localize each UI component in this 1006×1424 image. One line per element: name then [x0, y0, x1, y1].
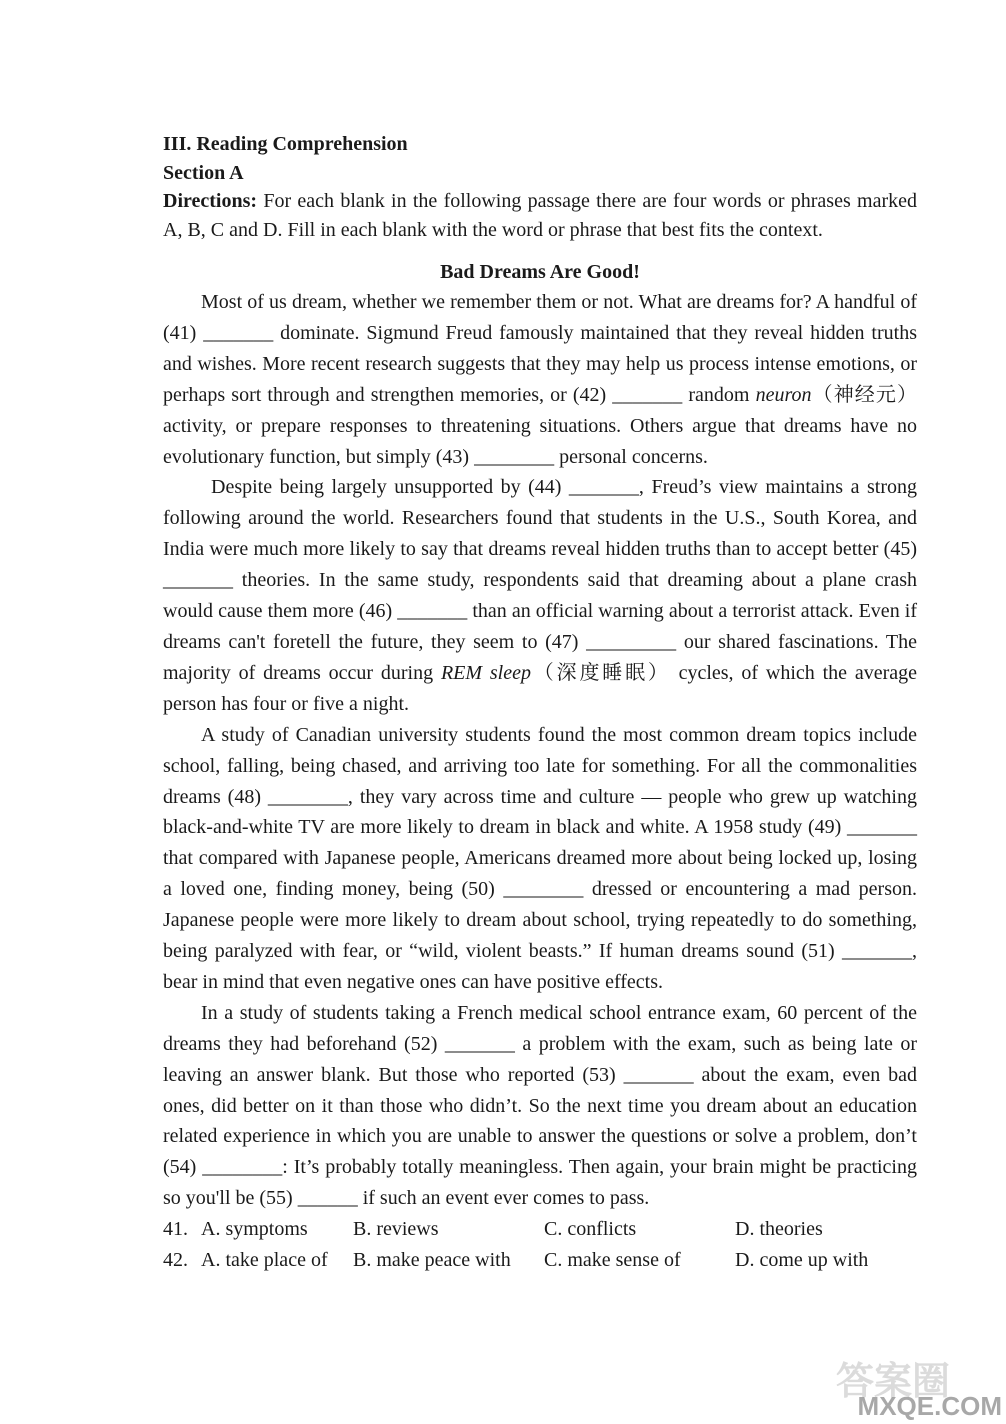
paragraph-1-text-b: （神经元） activity, or prepare responses to threatening situations. Others argue that dreams have no evolutionary function, but simply (43) ________ personal concerns.: [163, 383, 918, 468]
watermark-logo: 答案圈: [836, 1359, 951, 1403]
option-a: A. symptoms: [201, 1218, 308, 1241]
option-c: C. conflicts: [544, 1218, 637, 1241]
exam-page: [163, 130, 917, 1276]
option-row-42: [163, 1245, 917, 1276]
question-number: 42.: [163, 1249, 188, 1272]
option-a: A. take place of: [201, 1249, 328, 1272]
paragraph-2-italic: REM sleep: [440, 661, 531, 684]
part-heading: III. Reading Comprehension: [163, 133, 408, 155]
option-b: B. make peace with: [353, 1249, 511, 1272]
answer-options: [163, 1214, 917, 1276]
watermark-text: MXQE.COM: [857, 1391, 1002, 1421]
directions: [163, 187, 917, 244]
option-d: D. theories: [735, 1218, 823, 1241]
option-d: D. come up with: [735, 1249, 869, 1272]
option-b: B. reviews: [353, 1218, 439, 1241]
paragraph-1-text-a: Most of us dream, whether we remember them or not. What are dreams for? A handful of (41) _______ dominate. Sigmund Freud famously maintained that they reveal hidden truths and wishes. More recent research suggests that they may help us process intense emotions, or perhaps sort through and strengthen memories, or (42) _______ random: [163, 291, 917, 406]
paragraph-3: A study of Canadian university students found the most common dream topics include school, falling, being chased, and arriving too late for something. For all the commonalities dreams (48) ________, they vary across time and culture — people who grew up watching black-and-white TV are more likely to dream in black and white. A 1958 study (49) _______ that compared with Japanese people, Americans dreamed more about being locked up, losing a loved one, finding money, being (50) ________ dressed or encountering a mad person. Japanese people were more likely to dream about school, trying repeatedly to do something, being paralyzed with fear, or “wild, violent beasts.” If human dreams sound (51) _______, bear in mind that even negative ones can have positive effects.: [163, 723, 917, 993]
paragraph-4: In a study of students taking a French medical school entrance exam, 60 percent of the dreams they had beforehand (52) _______ a problem with the exam, such as being late or leaving an answer blank. But those who reported (53) _______ about the exam, even bad ones, did better on it than those who didn’t. So the next time you dream about an education related experience in which you are unable to answer the questions or solve a problem, don’t (54) ________: It’s probably totally meaningless. Then again, your brain might be practicing so you'll be (55) ______ if such an event ever comes to pass.: [163, 1001, 917, 1210]
paragraph-2: [163, 472, 917, 719]
passage-title: Bad Dreams Are Good!: [440, 261, 640, 283]
paragraph-1-italic: neuron: [755, 383, 812, 406]
directions-text: For each blank in the following passage there are four words or phrases marked A, B, C and D. Fill in each blank with the word or phrase that best fits the context.: [163, 190, 917, 241]
paragraph-1: [163, 287, 917, 472]
question-number: 41.: [163, 1218, 188, 1241]
paragraph-2-text-a: Despite being largely unsupported by (44) _______, Freud’s view maintains a strong following around the world. Researchers found that students in the U.S., South Korea, and India were much more likely to say that dreams reveal hidden truths than to accept better (45) _______ theories. In the same study, respondents said that dreaming about a plane crash would cause them more (46) _______ than an official warning about a terrorist attack. Even if dreams can't foretell the future, they seem to (47) _________ our shared fascinations. The majority of dreams occur during: [163, 476, 917, 684]
option-row-41: [163, 1214, 917, 1245]
paragraph-2-text-b: （深度睡眠） cycles, of which the average person has four or five a night.: [163, 661, 918, 715]
section-heading: Section A: [163, 161, 244, 184]
directions-label: Directions:: [163, 190, 258, 212]
option-c: C. make sense of: [544, 1249, 681, 1272]
